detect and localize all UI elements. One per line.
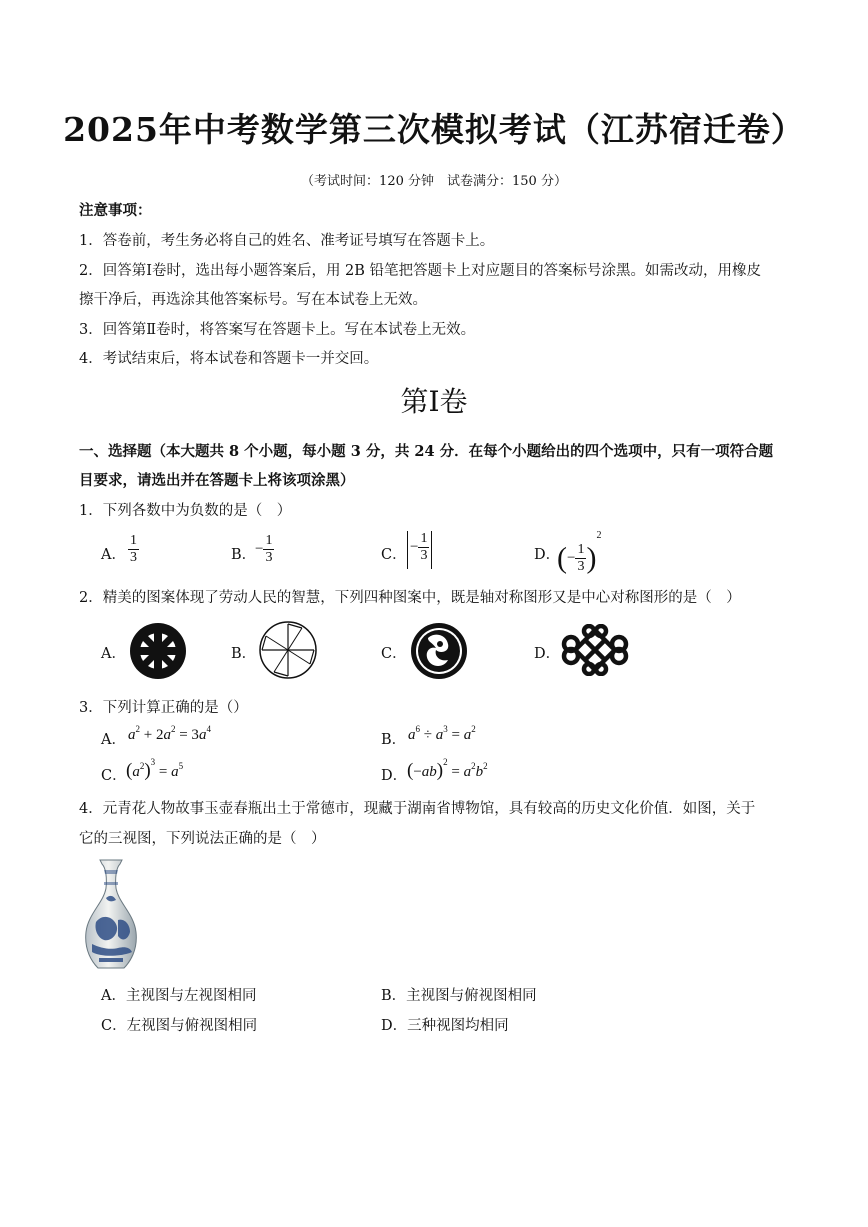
note-item: 1．答卷前，考生务必将自己的姓名、准考证号填写在答题卡上。 — [79, 233, 495, 249]
option-a-label: A． — [101, 646, 126, 662]
note-item: 4．考试结束后，将本试卷和答题卡一并交回。 — [79, 351, 379, 367]
absolute-value: − $\frac{1}{3}$ — [407, 531, 432, 569]
note-item: 3．回答第Ⅱ卷时，将答案写在答题卡上。写在本试卷上无效。 — [79, 322, 476, 338]
section-instruction: 目要求，请选出并在答题卡上将该项涂黑） — [79, 472, 355, 489]
option-b-label: B． — [381, 732, 407, 748]
exam-title: 2025年中考数学第三次模拟考试（江苏宿迁卷） — [63, 110, 805, 149]
fraction: $\frac{1}{3}$ — [265, 533, 273, 565]
porcelain-vase-icon — [82, 858, 140, 970]
question-1-stem: 1．下列各数中为负数的是（ ） — [79, 503, 292, 519]
option-b-label: B． — [231, 646, 257, 662]
note-item: 2．回答第Ⅰ卷时，选出每小题答案后，用 2B 铅笔把答题卡上对应题目的答案标号涂黑。如需改动，用橡皮 — [79, 263, 762, 279]
swirl-emblem-icon — [410, 622, 468, 680]
notes-heading: 注意事项： — [79, 202, 152, 219]
crossed-circle-icon — [129, 622, 187, 680]
section-instruction: 一、选择题（本大题共 8 个小题，每小题 3 分，共 24 分．在每个小题给出的四个选项中，只有一项符合题 — [79, 443, 774, 460]
question-3-stem: 3．下列计算正确的是（） — [79, 700, 248, 716]
question-4-stem: 它的三视图，下列说法正确的是（ ） — [79, 831, 326, 847]
option-b-label: B． — [231, 547, 257, 563]
option-a-math: $a^2 + 2a^2 = 3a^4$ — [128, 724, 211, 743]
question-4-stem: 4．元青花人物故事玉壶春瓶出土于常德市，现藏于湖南省博物馆，具有较高的历史文化价值．如图，关于 — [79, 801, 756, 817]
option-a-math — [128, 533, 139, 566]
section-title: 第Ⅰ卷 — [400, 385, 468, 418]
option-d: D．三种视图均相同 — [381, 1018, 509, 1034]
option-b-math: − $\frac{1}{3}$ — [255, 533, 273, 565]
option-b-math: $a^6 \div a^3 = a^2$ — [408, 724, 476, 743]
option-d-label: D． — [381, 768, 408, 784]
option-a-label: A． — [101, 547, 126, 563]
option-c-label: C． — [381, 547, 407, 563]
option-b: B．主视图与俯视图相同 — [381, 988, 537, 1004]
option-c-label: C． — [101, 768, 127, 784]
fraction: $\frac{1}{3}$ — [130, 533, 137, 565]
option-c-label: C． — [381, 646, 407, 662]
option-c-math: $(a^2)^3 = a^5$ — [126, 757, 184, 781]
exam-subtitle: （考试时间：120 分钟 试卷满分：150 分） — [301, 174, 567, 189]
option-a: A．主视图与左视图相同 — [101, 988, 257, 1004]
note-item: 擦干净后，再选涂其他答案标号。写在本试卷上无效。 — [79, 292, 427, 308]
chinese-knot-icon — [561, 624, 629, 676]
option-c: C．左视图与俯视图相同 — [101, 1018, 258, 1034]
option-d-label: D． — [534, 547, 561, 563]
question-2-stem: 2．精美的图案体现了劳动人民的智慧，下列四种图案中，既是轴对称图形又是中心对称图形的是（ ） — [79, 590, 741, 606]
option-d-math: (− $\frac{1}{3}$ )$^2$ — [557, 530, 602, 575]
option-a-label: A． — [101, 732, 126, 748]
option-c-math — [407, 531, 432, 569]
swastika-circle-icon — [258, 620, 318, 680]
option-d-math: $(-ab)^2 = a^2b^2$ — [407, 757, 488, 781]
option-d-label: D． — [534, 646, 561, 662]
